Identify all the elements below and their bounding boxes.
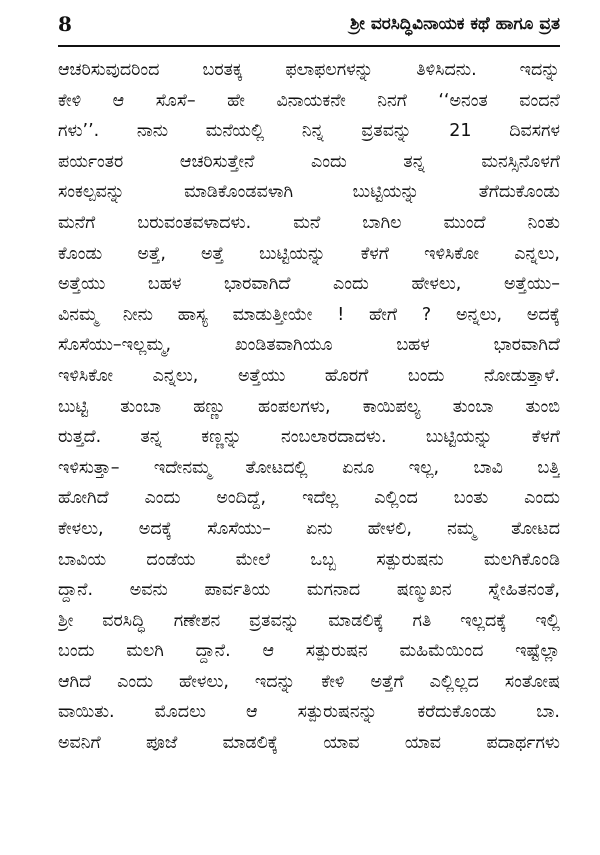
text-line: ಶ್ರೀ ವರಸಿದ್ಧಿ ಗಣೇಶನ ವ್ರತವನ್ನು ಮಾಡಲಿಕ್ಕೆ ಗತಿ ಇಲ್ಲದಕ್ಕೆ ಇಲ್ಲಿ bbox=[58, 610, 560, 631]
text-line: ಬುಟ್ಟಿ ತುಂಬಾ ಹಣ್ಣು ಹಂಪಲಗಳು, ಕಾಯಿಪಲ್ಯ ತುಂಬಾ ತುಂಬಿ bbox=[58, 396, 560, 417]
text-line: ಹೋಗಿದೆ ಎಂದು ಅಂದಿದ್ದೆ, ಇದೆಲ್ಲ ಎಲ್ಲಿಂದ ಬಂತು ಎಂದು bbox=[58, 488, 560, 509]
text-line: ಕೇಳಿ ಆ ಸೊಸೆ– ಹೇ ವಿನಾಯಕನೇ ನಿನಗೆ ‘‘ಅನಂತ ವಂದನೆ bbox=[58, 90, 560, 111]
text-line: ಸೊಸೆಯು–ಇಲ್ಲಮ್ಮ, ಖಂಡಿತವಾಗಿಯೂ ಬಹಳ ಭಾರವಾಗಿದೆ bbox=[58, 335, 560, 356]
text-line: ವಾಯಿತು. ಮೊದಲು ಆ ಸತ್ಪುರುಷನನ್ನು ಕರೆದುಕೊಂಡು ಬಾ. bbox=[58, 702, 560, 723]
text-line: ಇಳಿಸಿಕೋ ಎನ್ನಲು, ಅತ್ತೆಯು ಹೊರಗೆ ಬಂದು ನೋಡುತ್ತಾಳೆ. bbox=[58, 365, 560, 386]
text-line: ರುತ್ತದೆ. ತನ್ನ ಕಣ್ಣನ್ನು ನಂಬಲಾರದಾದಳು. ಬುಟ್ಟಿಯನ್ನು ಕೆಳಗೆ bbox=[58, 427, 560, 448]
page-number: 8 bbox=[58, 12, 72, 36]
text-line: ಅತ್ತೆಯು ಬಹಳ ಭಾರವಾಗಿದೆ ಎಂದು ಹೇಳಲು, ಅತ್ತೆಯು– bbox=[58, 274, 560, 295]
header-rule bbox=[58, 45, 560, 47]
body-text bbox=[58, 55, 560, 759]
text-line: ದ್ದಾನೆ. ಅವನು ಪಾರ್ವತಿಯ ಮಗನಾದ ಷಣ್ಮುಖನ ಸ್ನೇಹಿತನಂತೆ, bbox=[58, 580, 560, 601]
text-line: ಕೊಂಡು ಅತ್ತೆ, ಅತ್ತೆ ಬುಟ್ಟಿಯನ್ನು ಕೆಳಗೆ ಇಳಿಸಿಕೋ ಎನ್ನಲು, bbox=[58, 243, 560, 264]
running-title: ಶ್ರೀ ವರಸಿದ್ಧಿವಿನಾಯಕ ಕಥೆ ಹಾಗೂ ವ್ರತ bbox=[349, 14, 560, 34]
text-line: ಬಂದು ಮಲಗಿ ದ್ದಾನೆ. ಆ ಸತ್ಪುರುಷನ ಮಹಿಮೆಯಿಂದ ಇಷ್ಟೆಲ್ಲಾ bbox=[58, 641, 560, 662]
text-line: ಇಳಿಸುತ್ತಾ– ಇದೇನಮ್ಮ ತೋಟದಲ್ಲಿ ಏನೂ ಇಲ್ಲ, ಬಾವಿ ಬತ್ತಿ bbox=[58, 457, 560, 478]
text-line: ಬಾವಿಯ ದಂಡೆಯ ಮೇಲೆ ಒಬ್ಬ ಸತ್ಪುರುಷನು ಮಲಗಿಕೊಂಡಿ bbox=[58, 549, 560, 570]
text-line: ಮನೆಗೆ ಬರುವಂತವಳಾದಳು. ಮನೆ ಬಾಗಿಲ ಮುಂದೆ ನಿಂತು bbox=[58, 212, 560, 233]
text-line: ಸಂಕಲ್ಪವನ್ನು ಮಾಡಿಕೊಂಡವಳಾಗಿ ಬುಟ್ಟಿಯನ್ನು ತೆಗೆದುಕೊಂಡು bbox=[58, 182, 560, 203]
page-header bbox=[58, 10, 560, 44]
text-line: ಆಚರಿಸುವುದರಿಂದ ಬರತಕ್ಕ ಫಲಾಫಲಗಳನ್ನು ತಿಳಿಸಿದನು. ಇದನ್ನು bbox=[58, 60, 560, 80]
text-line: ಕೇಳಲು, ಅದಕ್ಕೆ ಸೊಸೆಯು– ಏನು ಹೇಳಲಿ, ನಮ್ಮ ತೋಟದ bbox=[58, 518, 560, 539]
text-line: ಪರ್ಯಂತರ ಆಚರಿಸುತ್ತೇನೆ ಎಂದು ತನ್ನ ಮನಸ್ಸಿನೊಳಗೆ bbox=[58, 151, 560, 172]
text-line: ಗಳು’’. ನಾನು ಮನೆಯಲ್ಲಿ ನಿನ್ನ ವ್ರತವನ್ನು 21 ದಿವಸಗಳ bbox=[58, 121, 560, 142]
text-line: ಆಗಿದೆ ಎಂದು ಹೇಳಲು, ಇದನ್ನು ಕೇಳಿ ಅತ್ತೆಗೆ ಎಲ್ಲಿಲ್ಲದ ಸಂತೋಷ bbox=[58, 671, 560, 692]
text-line: ಅವನಿಗೆ ಪೂಜೆ ಮಾಡಲಿಕ್ಕೆ ಯಾವ ಯಾವ ಪದಾರ್ಥಗಳು bbox=[58, 733, 560, 754]
text-line: ವಿನಮ್ಮ ನೀನು ಹಾಸ್ಯ ಮಾಡುತ್ತೀಯೇ ! ಹೇಗೆ ? ಅನ್ನಲು, ಅದಕ್ಕೆ bbox=[58, 304, 560, 325]
